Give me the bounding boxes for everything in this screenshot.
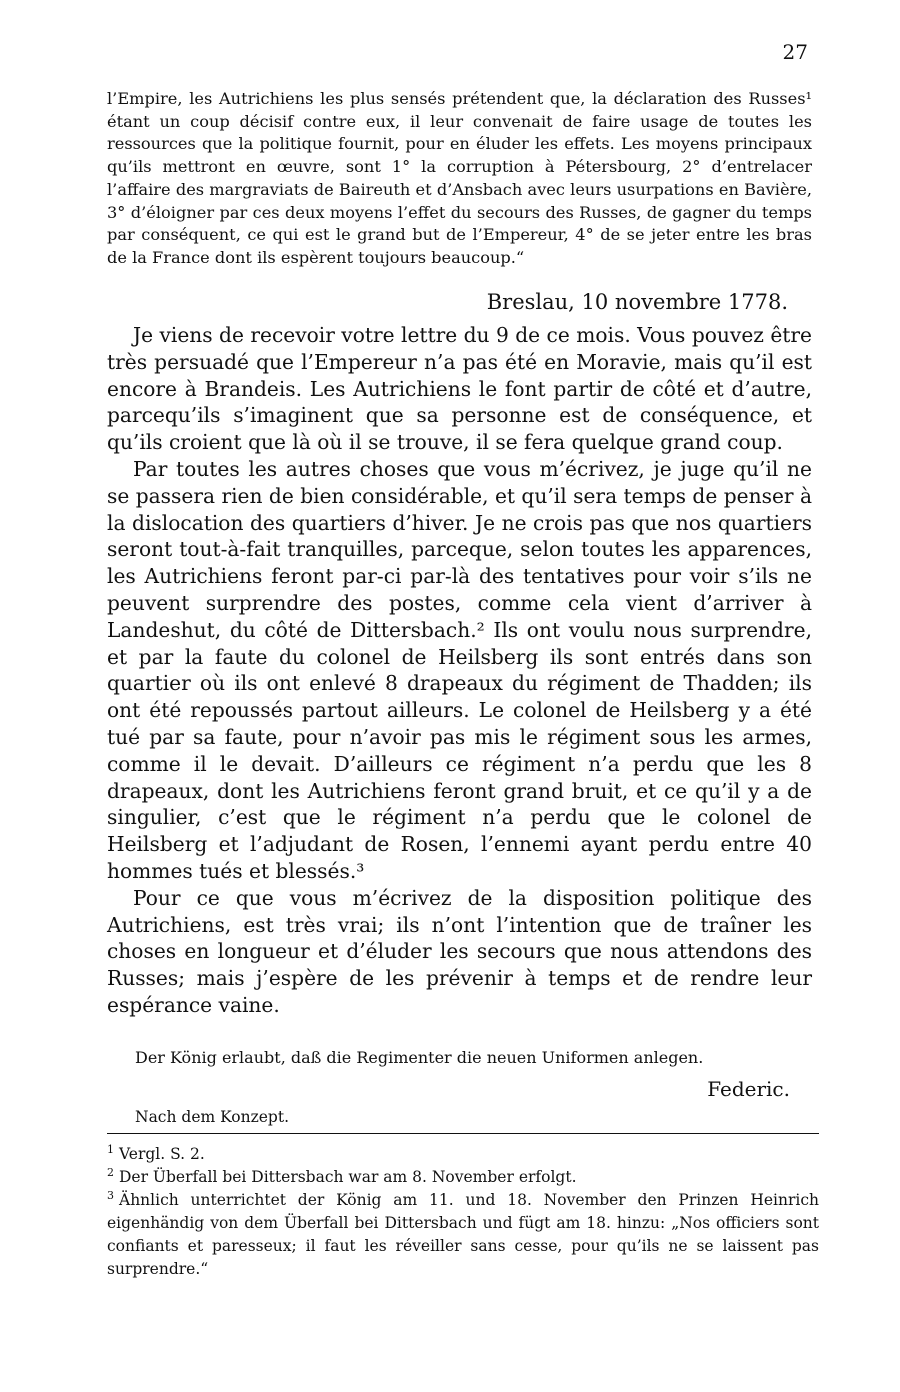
german-note: Der König erlaubt, daß die Regimenter die neuen Uniformen anlegen. <box>135 1048 704 1067</box>
signature: Federic. <box>707 1077 790 1101</box>
footnote-text: Der Überfall bei Dittersbach war am 8. November erfolgt. <box>119 1168 577 1186</box>
letter-paragraph: Pour ce que vous m’écrivez de la disposition politique des Autrichiens, est très vrai; ils n’ont l’intention que de traîner les choses en longueur et d’éluder les secours que nous attendons des Russes; mais j’espère de les prévenir à temps et de rendre leur espérance vaine. <box>107 885 812 1017</box>
quote-line: 3° d’éloigner par ces deux moyens l’effet du secours des Russes, de gagner du temps <box>107 202 812 222</box>
quote-line: ressources que la politique fournit, pour en éluder les effets. Les moyens principaux <box>107 134 812 154</box>
footnote-text: Vergl. S. 2. <box>119 1145 205 1163</box>
quote-line: l’Empire, les Autrichiens les plus sensés prétendent que, la déclaration des Russes¹ <box>107 89 812 108</box>
footnote <box>107 1166 819 1189</box>
quote-line: l’affaire des margraviats de Baireuth et d’Ansbach avec leurs usurpations en Bavière, <box>107 179 812 199</box>
footnote-mark: 2 <box>107 1165 114 1179</box>
letter-body <box>107 322 812 1019</box>
page-number: 27 <box>782 40 808 64</box>
source-note: Nach dem Konzept. <box>135 1108 290 1126</box>
footnote-mark: 1 <box>107 1142 114 1156</box>
letter-dateline: Breslau, 10 novembre 1778. <box>486 290 788 314</box>
footnote-divider <box>107 1133 819 1134</box>
quote-line: qu’ils mettront en œuvre, sont 1° la corruption à Pétersbourg, 2° d’entrelacer <box>107 157 812 177</box>
letter-paragraph: Par toutes les autres choses que vous m’écrivez, je juge qu’il ne se passera rien de bien considérable, et qu’il sera temps de penser à la dislocation des quartiers d’hiver. Je ne crois pas que nos quartiers seront tout-à-fait tranquilles, parceque, selon toutes les apparences, les Autrichiens feront par-ci par-là des tentatives pour voir s’ils ne peuvent surprendre des postes, comme cela vient d’arriver à Landeshut, du côté de Dittersbach.² Ils ont voulu nous surprendre, et par la faute du colonel de Heilsberg ils sont entrés dans son quartier où ils ont enlevé 8 drapeaux du régiment de Thadden; ils ont été repoussés partout ailleurs. Le colonel de Heilsberg y a été tué par sa faute, pour n’avoir pas mis le régiment sous les armes, comme il le devait. D’ailleurs ce régiment n’a perdu que les 8 drapeaux, dont les Autrichiens feront grand bruit, et ce qu’il y a de singulier, c’est que le régiment n’a perdu que le colonel de Heilsberg et l’adjudant de Rosen, l’ennemi ayant perdu entre 40 hommes tués et blessés.³ <box>107 456 812 883</box>
footnotes <box>107 1143 819 1281</box>
quote-line: étant un coup décisif contre eux, il leur convenait de faire usage de toutes les <box>107 111 812 131</box>
quote-line: de la France dont ils espèrent toujours beaucoup.“ <box>107 247 525 267</box>
footnote-text: Ähnlich unterrichtet der König am 11. und 18. November den Prinzen Heinrich eigenhändig von dem Überfall bei Dittersbach und fügt am 18. hinzu: „Nos officiers sont confiants et paresseux; il faut les réveiller sans cesse, pour qu’ils ne se laissent pas surprendre.“ <box>107 1191 819 1278</box>
footnote <box>107 1143 819 1166</box>
footnote <box>107 1189 819 1281</box>
quote-line: par conséquent, ce qui est le grand but de l’Empereur, 4° de se jeter entre les bras <box>107 225 812 245</box>
footnote-mark: 3 <box>107 1188 114 1202</box>
quoted-report <box>107 88 812 270</box>
letter-paragraph: Je viens de recevoir votre lettre du 9 de ce mois. Vous pouvez être très persuadé que l’Empereur n’a pas été en Moravie, mais qu’il est encore à Brandeis. Les Autrichiens le font partir de côté et d’autre, parcequ’ils s’imaginent que sa personne est de conséquence, et qu’ils croient que là où il se trouve, il se fera quelque grand coup. <box>107 323 812 455</box>
